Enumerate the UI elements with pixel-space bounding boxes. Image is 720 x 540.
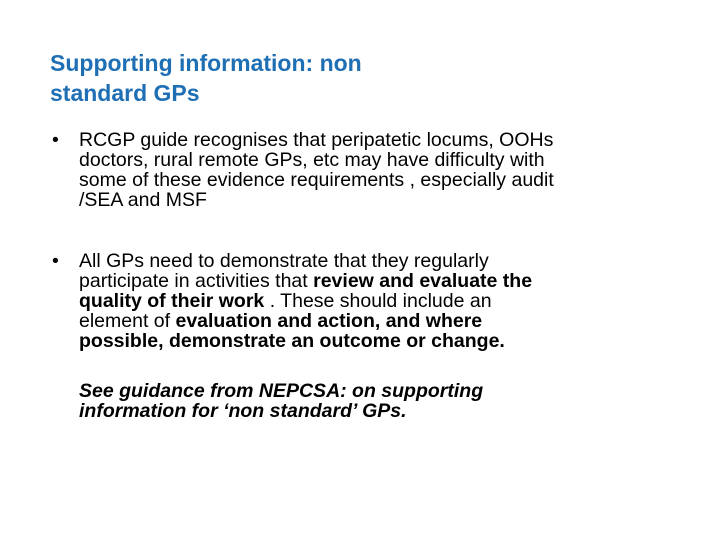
bullet-marker: • bbox=[52, 250, 59, 272]
bullet-2-emphasis: evaluation and action, and where bbox=[175, 310, 483, 332]
bullet-2-line-4 bbox=[52, 311, 662, 331]
bullet-point-1 bbox=[52, 130, 662, 210]
bullet-2-text: participate in activities that bbox=[79, 270, 314, 292]
title-line-2: standard GPs bbox=[50, 80, 200, 106]
bullet-1-line-2: doctors, rural remote GPs, etc may have difficulty with bbox=[79, 149, 545, 171]
bullet-2-line-1 bbox=[52, 251, 662, 271]
bullet-2-line-5 bbox=[52, 331, 662, 351]
bullet-2-text: element of bbox=[79, 310, 176, 332]
bullet-point-2 bbox=[52, 251, 662, 351]
bullet-2-text: . These should include an bbox=[264, 290, 492, 312]
guidance-note-line-1: See guidance from NEPCSA: on supporting bbox=[79, 380, 484, 402]
bullet-2-text: All GPs need to demonstrate that they regularly bbox=[79, 250, 489, 272]
bullet-2-emphasis: review and evaluate the bbox=[313, 270, 533, 292]
bullet-1-line-1: RCGP guide recognises that peripatetic locums, OOHs bbox=[79, 129, 554, 151]
title-line-1: Supporting information: non bbox=[50, 50, 362, 76]
bullet-1-line-4: /SEA and MSF bbox=[79, 189, 207, 211]
bullet-1-line-3: some of these evidence requirements , especially audit bbox=[79, 169, 554, 191]
bullet-2-emphasis: possible, demonstrate an outcome or change. bbox=[79, 330, 505, 352]
slide-title bbox=[50, 48, 610, 108]
bullet-2-line-2 bbox=[52, 271, 662, 291]
bullet-2-emphasis: quality of their work bbox=[79, 290, 265, 312]
bullet-2-line-3 bbox=[52, 291, 662, 311]
bullet-marker: • bbox=[52, 129, 59, 151]
guidance-note bbox=[79, 381, 679, 421]
guidance-note-line-2: information for ‘non standard’ GPs. bbox=[79, 400, 407, 422]
